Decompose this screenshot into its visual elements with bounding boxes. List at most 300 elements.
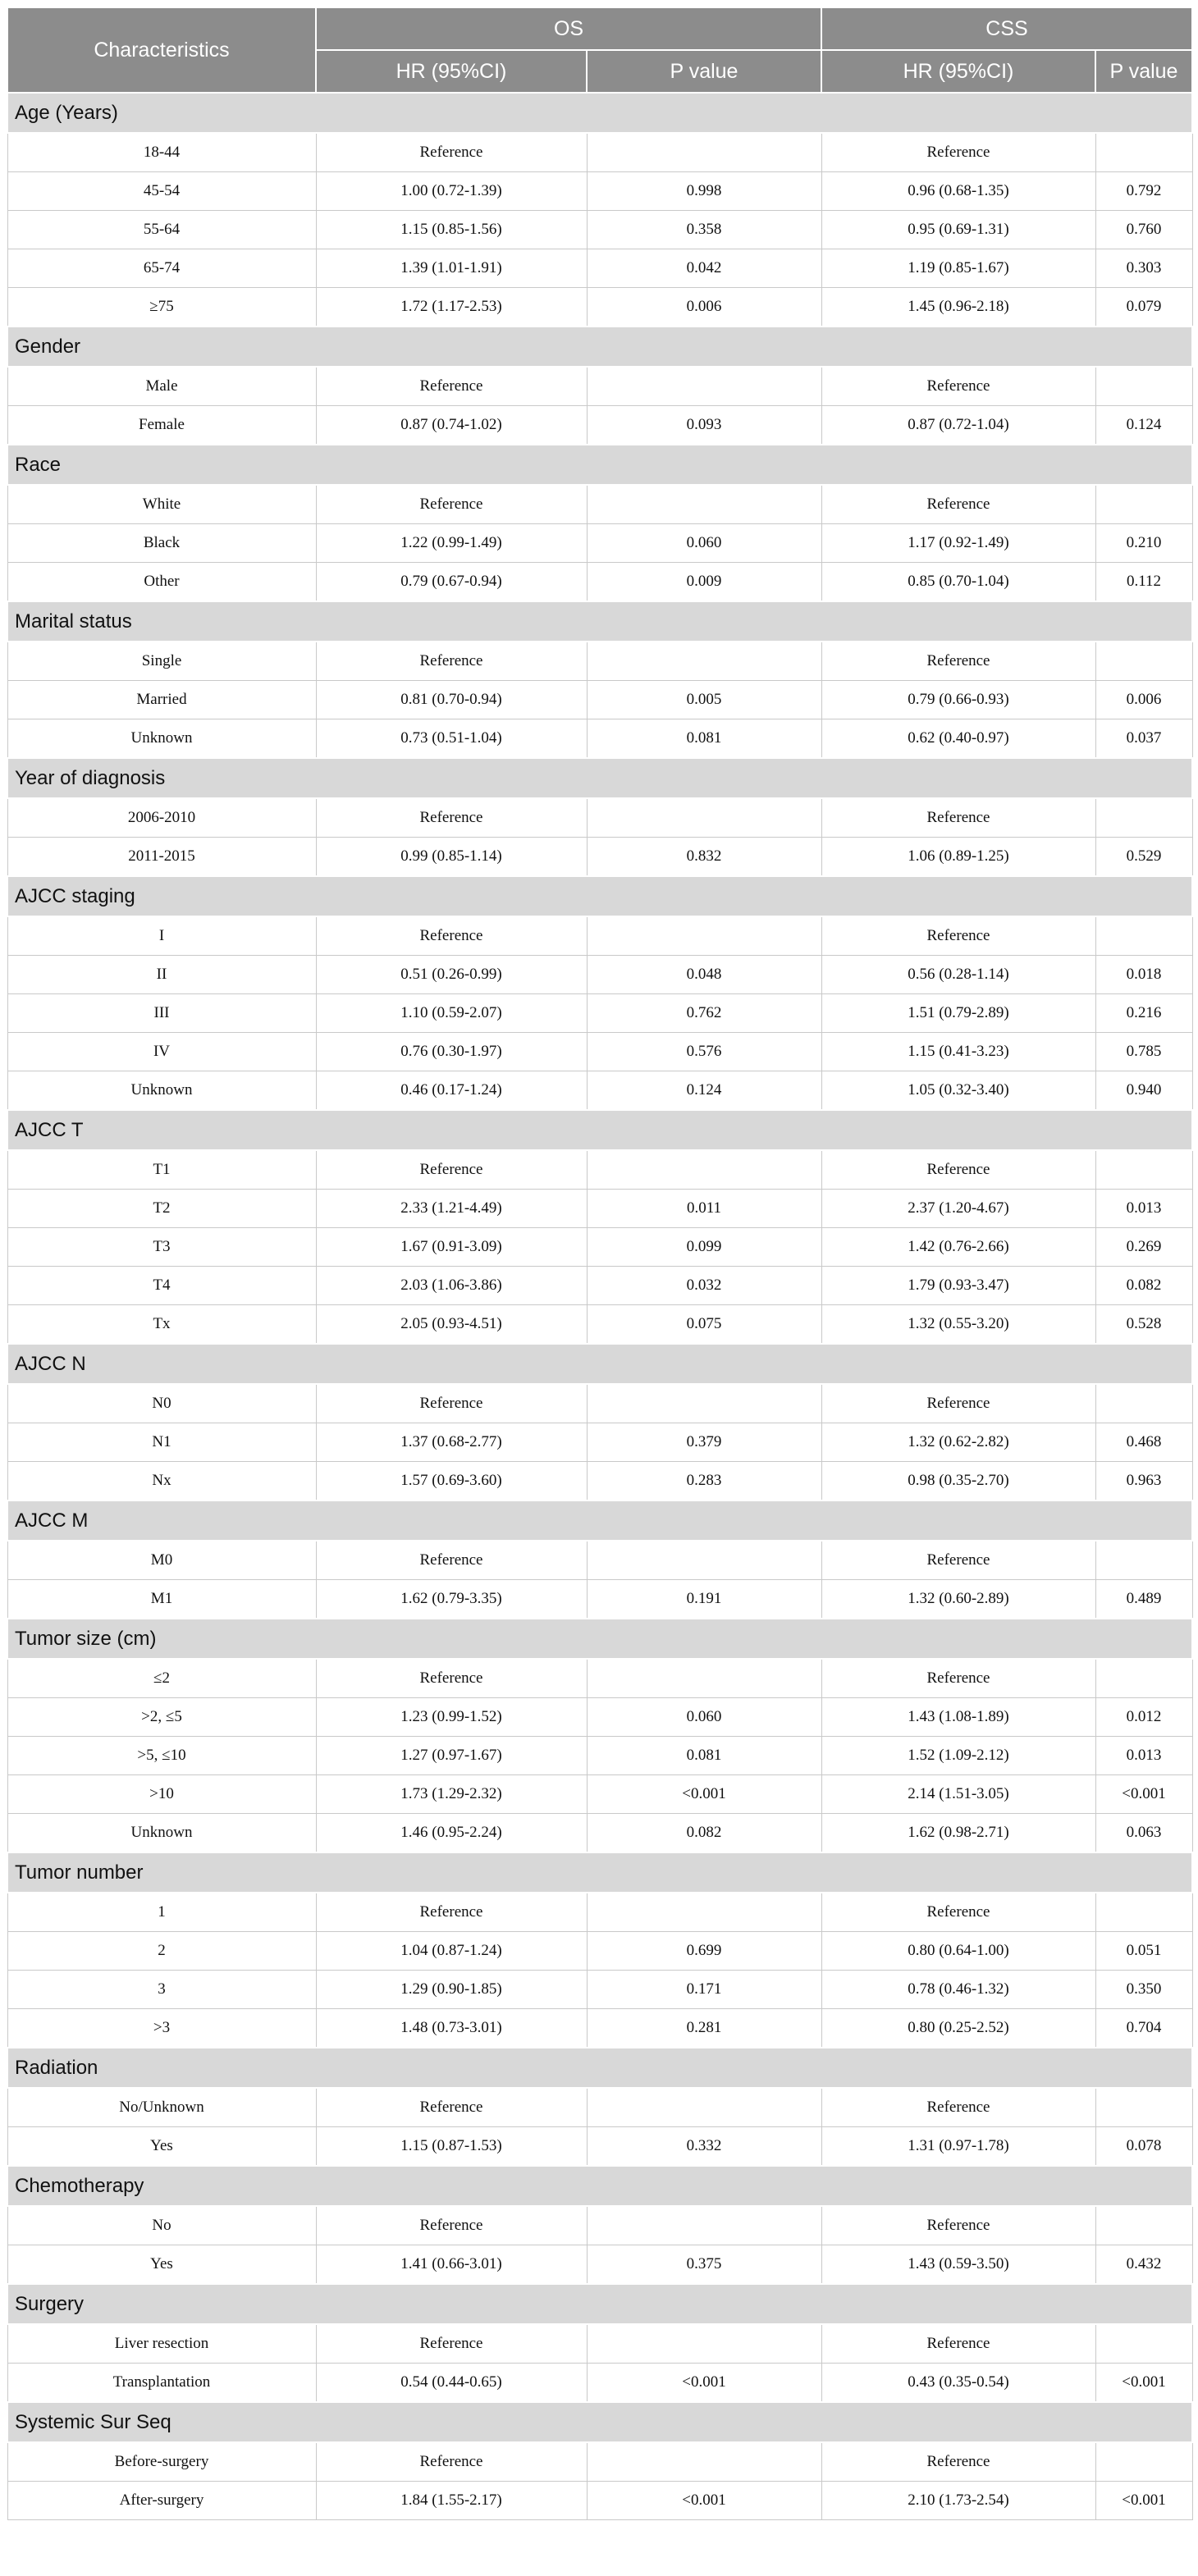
os-p-cell xyxy=(587,642,821,681)
css-hr-cell: 1.06 (0.89-1.25) xyxy=(821,838,1095,877)
css-p-cell: 0.489 xyxy=(1095,1580,1192,1619)
row-category: Male xyxy=(7,367,316,406)
table-row xyxy=(7,1462,1192,1501)
os-p-cell: 0.081 xyxy=(587,719,821,759)
css-p-cell xyxy=(1095,2206,1192,2245)
group-header-row xyxy=(7,758,1192,798)
css-p-cell: 0.529 xyxy=(1095,838,1192,877)
row-category: N1 xyxy=(7,1423,316,1462)
css-p-cell: 0.006 xyxy=(1095,681,1192,719)
row-category: 65-74 xyxy=(7,249,316,288)
group-label: Systemic Sur Seq xyxy=(7,2402,1192,2442)
table-row xyxy=(7,1305,1192,1345)
os-p-cell: 0.998 xyxy=(587,172,821,211)
row-category: 18-44 xyxy=(7,133,316,172)
group-label: Gender xyxy=(7,327,1192,367)
css-hr-cell: 0.78 (0.46-1.32) xyxy=(821,1971,1095,2009)
os-hr-cell: Reference xyxy=(316,642,587,681)
os-hr-cell: 0.73 (0.51-1.04) xyxy=(316,719,587,759)
table-row xyxy=(7,1541,1192,1580)
table-row xyxy=(7,367,1192,406)
row-category: White xyxy=(7,485,316,524)
css-p-cell xyxy=(1095,1150,1192,1190)
table-row xyxy=(7,2009,1192,2048)
os-p-cell: 0.011 xyxy=(587,1190,821,1228)
css-hr-cell: 1.43 (0.59-3.50) xyxy=(821,2245,1095,2285)
css-p-cell: 0.012 xyxy=(1095,1698,1192,1737)
os-p-cell: 0.576 xyxy=(587,1033,821,1071)
group-header-row xyxy=(7,1619,1192,1659)
group-header-row xyxy=(7,2048,1192,2088)
os-p-cell: 0.005 xyxy=(587,681,821,719)
table-row xyxy=(7,1150,1192,1190)
css-p-cell: 0.013 xyxy=(1095,1190,1192,1228)
header-os-p: P value xyxy=(587,50,821,93)
table-row xyxy=(7,1814,1192,1853)
css-hr-cell: 1.05 (0.32-3.40) xyxy=(821,1071,1095,1111)
row-category: 2011-2015 xyxy=(7,838,316,877)
row-category: 2006-2010 xyxy=(7,798,316,838)
row-category: Married xyxy=(7,681,316,719)
css-p-cell xyxy=(1095,916,1192,956)
table-row xyxy=(7,2324,1192,2364)
table-header xyxy=(7,7,1192,93)
os-p-cell: 0.081 xyxy=(587,1737,821,1775)
group-header-row xyxy=(7,1852,1192,1893)
table-row xyxy=(7,1698,1192,1737)
os-p-cell: 0.283 xyxy=(587,1462,821,1501)
row-category: Other xyxy=(7,563,316,602)
os-hr-cell: 2.33 (1.21-4.49) xyxy=(316,1190,587,1228)
css-p-cell: 0.051 xyxy=(1095,1932,1192,1971)
os-hr-cell: 1.62 (0.79-3.35) xyxy=(316,1580,587,1619)
os-p-cell: 0.832 xyxy=(587,838,821,877)
os-p-cell xyxy=(587,1150,821,1190)
css-hr-cell: Reference xyxy=(821,2088,1095,2127)
header-characteristics: Characteristics xyxy=(7,7,316,93)
os-hr-cell: 1.22 (0.99-1.49) xyxy=(316,524,587,563)
row-category: III xyxy=(7,994,316,1033)
os-p-cell xyxy=(587,133,821,172)
os-p-cell: 0.082 xyxy=(587,1814,821,1853)
table-row xyxy=(7,1384,1192,1423)
os-hr-cell: 1.15 (0.87-1.53) xyxy=(316,2127,587,2167)
css-p-cell xyxy=(1095,1893,1192,1932)
css-p-cell: 0.216 xyxy=(1095,994,1192,1033)
cox-regression-table xyxy=(7,7,1193,2520)
group-header-row xyxy=(7,2402,1192,2442)
os-p-cell xyxy=(587,485,821,524)
css-p-cell: 0.063 xyxy=(1095,1814,1192,1853)
os-hr-cell: Reference xyxy=(316,798,587,838)
group-header-row xyxy=(7,445,1192,485)
os-hr-cell: Reference xyxy=(316,1384,587,1423)
os-hr-cell: 0.99 (0.85-1.14) xyxy=(316,838,587,877)
os-p-cell: 0.281 xyxy=(587,2009,821,2048)
css-hr-cell: 1.62 (0.98-2.71) xyxy=(821,1814,1095,1853)
group-label: Surgery xyxy=(7,2284,1192,2324)
row-category: Transplantation xyxy=(7,2364,316,2403)
css-p-cell xyxy=(1095,642,1192,681)
os-p-cell: 0.699 xyxy=(587,1932,821,1971)
css-hr-cell: Reference xyxy=(821,1384,1095,1423)
os-hr-cell: 1.72 (1.17-2.53) xyxy=(316,288,587,327)
table-row xyxy=(7,524,1192,563)
css-hr-cell: 2.37 (1.20-4.67) xyxy=(821,1190,1095,1228)
os-hr-cell: 1.84 (1.55-2.17) xyxy=(316,2482,587,2520)
table-row xyxy=(7,563,1192,602)
os-p-cell: 0.099 xyxy=(587,1228,821,1267)
group-label: Race xyxy=(7,445,1192,485)
table-row xyxy=(7,1228,1192,1267)
css-p-cell: 0.082 xyxy=(1095,1267,1192,1305)
table-row xyxy=(7,2364,1192,2403)
table-row xyxy=(7,1971,1192,2009)
os-hr-cell: Reference xyxy=(316,2088,587,2127)
table-row xyxy=(7,1659,1192,1698)
css-hr-cell: 0.62 (0.40-0.97) xyxy=(821,719,1095,759)
header-os: OS xyxy=(316,7,821,50)
css-p-cell xyxy=(1095,485,1192,524)
os-hr-cell: 2.03 (1.06-3.86) xyxy=(316,1267,587,1305)
table-row xyxy=(7,642,1192,681)
header-css-p: P value xyxy=(1095,50,1192,93)
os-p-cell xyxy=(587,916,821,956)
css-hr-cell: 1.32 (0.55-3.20) xyxy=(821,1305,1095,1345)
css-p-cell: 0.124 xyxy=(1095,406,1192,445)
group-label: Marital status xyxy=(7,601,1192,642)
os-hr-cell: 1.41 (0.66-3.01) xyxy=(316,2245,587,2285)
row-category: 55-64 xyxy=(7,211,316,249)
row-category: T2 xyxy=(7,1190,316,1228)
group-label: Year of diagnosis xyxy=(7,758,1192,798)
header-css-hr: HR (95%CI) xyxy=(821,50,1095,93)
css-p-cell: 0.760 xyxy=(1095,211,1192,249)
css-hr-cell: 0.85 (0.70-1.04) xyxy=(821,563,1095,602)
table-row xyxy=(7,1267,1192,1305)
os-p-cell xyxy=(587,2442,821,2482)
css-hr-cell: Reference xyxy=(821,2442,1095,2482)
css-p-cell: 0.704 xyxy=(1095,2009,1192,2048)
row-category: Tx xyxy=(7,1305,316,1345)
css-hr-cell: 1.17 (0.92-1.49) xyxy=(821,524,1095,563)
os-hr-cell: 0.76 (0.30-1.97) xyxy=(316,1033,587,1071)
css-hr-cell: 1.32 (0.62-2.82) xyxy=(821,1423,1095,1462)
os-p-cell: 0.171 xyxy=(587,1971,821,2009)
os-p-cell xyxy=(587,1659,821,1698)
row-category: Female xyxy=(7,406,316,445)
group-label: AJCC T xyxy=(7,1110,1192,1150)
css-hr-cell: 1.42 (0.76-2.66) xyxy=(821,1228,1095,1267)
css-hr-cell: 0.87 (0.72-1.04) xyxy=(821,406,1095,445)
css-p-cell xyxy=(1095,1384,1192,1423)
css-hr-cell: Reference xyxy=(821,485,1095,524)
css-hr-cell: 1.19 (0.85-1.67) xyxy=(821,249,1095,288)
group-label: AJCC M xyxy=(7,1500,1192,1541)
os-p-cell: 0.379 xyxy=(587,1423,821,1462)
row-category: T3 xyxy=(7,1228,316,1267)
os-hr-cell: Reference xyxy=(316,1659,587,1698)
table-row xyxy=(7,798,1192,838)
css-p-cell: 0.350 xyxy=(1095,1971,1192,2009)
row-category: 45-54 xyxy=(7,172,316,211)
css-p-cell: <0.001 xyxy=(1095,2482,1192,2520)
css-p-cell: 0.037 xyxy=(1095,719,1192,759)
css-hr-cell: 0.43 (0.35-0.54) xyxy=(821,2364,1095,2403)
row-category: 1 xyxy=(7,1893,316,1932)
os-hr-cell: Reference xyxy=(316,133,587,172)
table-row xyxy=(7,2482,1192,2520)
os-p-cell: 0.075 xyxy=(587,1305,821,1345)
css-hr-cell: Reference xyxy=(821,916,1095,956)
table-row xyxy=(7,485,1192,524)
css-p-cell: 0.785 xyxy=(1095,1033,1192,1071)
os-p-cell: <0.001 xyxy=(587,2364,821,2403)
table-row xyxy=(7,288,1192,327)
os-hr-cell: 1.29 (0.90-1.85) xyxy=(316,1971,587,2009)
header-css: CSS xyxy=(821,7,1192,50)
row-category: M0 xyxy=(7,1541,316,1580)
results-table-container xyxy=(7,7,1191,2520)
table-row xyxy=(7,211,1192,249)
css-hr-cell: 0.96 (0.68-1.35) xyxy=(821,172,1095,211)
css-p-cell: <0.001 xyxy=(1095,2364,1192,2403)
table-row xyxy=(7,2442,1192,2482)
os-hr-cell: Reference xyxy=(316,1893,587,1932)
css-p-cell: 0.112 xyxy=(1095,563,1192,602)
css-p-cell: 0.078 xyxy=(1095,2127,1192,2167)
group-header-row xyxy=(7,1110,1192,1150)
css-hr-cell: 0.80 (0.25-2.52) xyxy=(821,2009,1095,2048)
os-hr-cell: 1.57 (0.69-3.60) xyxy=(316,1462,587,1501)
os-p-cell: 0.048 xyxy=(587,956,821,994)
group-label: Age (Years) xyxy=(7,93,1192,133)
row-category: II xyxy=(7,956,316,994)
css-hr-cell: Reference xyxy=(821,1541,1095,1580)
row-category: I xyxy=(7,916,316,956)
row-category: ≥75 xyxy=(7,288,316,327)
table-row xyxy=(7,2127,1192,2167)
os-hr-cell: 1.27 (0.97-1.67) xyxy=(316,1737,587,1775)
css-hr-cell: 0.98 (0.35-2.70) xyxy=(821,1462,1095,1501)
os-hr-cell: 1.37 (0.68-2.77) xyxy=(316,1423,587,1462)
css-p-cell xyxy=(1095,2442,1192,2482)
table-row xyxy=(7,1932,1192,1971)
css-p-cell xyxy=(1095,367,1192,406)
row-category: Yes xyxy=(7,2127,316,2167)
css-hr-cell: Reference xyxy=(821,2206,1095,2245)
group-header-row xyxy=(7,876,1192,916)
group-label: Radiation xyxy=(7,2048,1192,2088)
os-hr-cell: 1.15 (0.85-1.56) xyxy=(316,211,587,249)
css-p-cell: 0.432 xyxy=(1095,2245,1192,2285)
group-header-row xyxy=(7,1500,1192,1541)
group-header-row xyxy=(7,93,1192,133)
os-p-cell: <0.001 xyxy=(587,2482,821,2520)
css-hr-cell: 1.43 (1.08-1.89) xyxy=(821,1698,1095,1737)
row-category: >5, ≤10 xyxy=(7,1737,316,1775)
os-p-cell xyxy=(587,1384,821,1423)
table-row xyxy=(7,994,1192,1033)
group-header-row xyxy=(7,2284,1192,2324)
os-p-cell xyxy=(587,2324,821,2364)
css-hr-cell: Reference xyxy=(821,2324,1095,2364)
css-hr-cell: 0.56 (0.28-1.14) xyxy=(821,956,1095,994)
os-hr-cell: 1.04 (0.87-1.24) xyxy=(316,1932,587,1971)
row-category: T1 xyxy=(7,1150,316,1190)
os-hr-cell: 1.23 (0.99-1.52) xyxy=(316,1698,587,1737)
os-p-cell: 0.375 xyxy=(587,2245,821,2285)
css-p-cell: 0.303 xyxy=(1095,249,1192,288)
os-p-cell xyxy=(587,1541,821,1580)
table-row xyxy=(7,1190,1192,1228)
css-hr-cell: Reference xyxy=(821,1659,1095,1698)
css-p-cell xyxy=(1095,2324,1192,2364)
os-p-cell: 0.060 xyxy=(587,1698,821,1737)
css-hr-cell: Reference xyxy=(821,798,1095,838)
css-hr-cell: 1.52 (1.09-2.12) xyxy=(821,1737,1095,1775)
table-row xyxy=(7,1071,1192,1111)
os-p-cell xyxy=(587,1893,821,1932)
css-p-cell xyxy=(1095,1541,1192,1580)
os-hr-cell: 1.67 (0.91-3.09) xyxy=(316,1228,587,1267)
row-category: Nx xyxy=(7,1462,316,1501)
css-hr-cell: 0.80 (0.64-1.00) xyxy=(821,1932,1095,1971)
os-hr-cell: 1.00 (0.72-1.39) xyxy=(316,172,587,211)
row-category: After-surgery xyxy=(7,2482,316,2520)
css-hr-cell: 0.95 (0.69-1.31) xyxy=(821,211,1095,249)
os-p-cell: 0.358 xyxy=(587,211,821,249)
os-p-cell: <0.001 xyxy=(587,1775,821,1814)
row-category: Liver resection xyxy=(7,2324,316,2364)
table-row xyxy=(7,1580,1192,1619)
css-hr-cell: Reference xyxy=(821,133,1095,172)
table-row xyxy=(7,719,1192,759)
table-body xyxy=(7,93,1192,2520)
table-row xyxy=(7,956,1192,994)
os-hr-cell: Reference xyxy=(316,1541,587,1580)
os-hr-cell: 1.10 (0.59-2.07) xyxy=(316,994,587,1033)
row-category: Black xyxy=(7,524,316,563)
header-os-hr: HR (95%CI) xyxy=(316,50,587,93)
group-header-row xyxy=(7,2166,1192,2206)
os-hr-cell: Reference xyxy=(316,2206,587,2245)
os-hr-cell: 2.05 (0.93-4.51) xyxy=(316,1305,587,1345)
table-row xyxy=(7,2245,1192,2285)
os-hr-cell: 1.73 (1.29-2.32) xyxy=(316,1775,587,1814)
css-hr-cell: 1.45 (0.96-2.18) xyxy=(821,288,1095,327)
css-p-cell: 0.018 xyxy=(1095,956,1192,994)
os-hr-cell: Reference xyxy=(316,485,587,524)
row-category: Unknown xyxy=(7,1814,316,1853)
css-hr-cell: 0.79 (0.66-0.93) xyxy=(821,681,1095,719)
css-hr-cell: Reference xyxy=(821,1893,1095,1932)
table-row xyxy=(7,172,1192,211)
css-hr-cell: 1.31 (0.97-1.78) xyxy=(821,2127,1095,2167)
table-row xyxy=(7,1775,1192,1814)
css-hr-cell: 1.51 (0.79-2.89) xyxy=(821,994,1095,1033)
table-row xyxy=(7,249,1192,288)
os-p-cell: 0.060 xyxy=(587,524,821,563)
table-row xyxy=(7,1423,1192,1462)
os-p-cell: 0.032 xyxy=(587,1267,821,1305)
os-p-cell: 0.191 xyxy=(587,1580,821,1619)
group-label: Chemotherapy xyxy=(7,2166,1192,2206)
os-hr-cell: Reference xyxy=(316,2324,587,2364)
group-header-row xyxy=(7,327,1192,367)
row-category: Yes xyxy=(7,2245,316,2285)
os-hr-cell: Reference xyxy=(316,367,587,406)
os-p-cell: 0.124 xyxy=(587,1071,821,1111)
row-category: Single xyxy=(7,642,316,681)
os-hr-cell: Reference xyxy=(316,2442,587,2482)
os-hr-cell: 0.54 (0.44-0.65) xyxy=(316,2364,587,2403)
css-p-cell: 0.963 xyxy=(1095,1462,1192,1501)
table-row xyxy=(7,681,1192,719)
os-hr-cell: 1.46 (0.95-2.24) xyxy=(316,1814,587,1853)
row-category: >2, ≤5 xyxy=(7,1698,316,1737)
css-hr-cell: Reference xyxy=(821,642,1095,681)
group-label: AJCC N xyxy=(7,1344,1192,1384)
css-p-cell: 0.269 xyxy=(1095,1228,1192,1267)
row-category: T4 xyxy=(7,1267,316,1305)
css-hr-cell: 2.14 (1.51-3.05) xyxy=(821,1775,1095,1814)
css-p-cell: 0.528 xyxy=(1095,1305,1192,1345)
css-p-cell xyxy=(1095,133,1192,172)
os-hr-cell: 1.48 (0.73-3.01) xyxy=(316,2009,587,2048)
css-p-cell: 0.468 xyxy=(1095,1423,1192,1462)
table-row xyxy=(7,1033,1192,1071)
os-hr-cell: Reference xyxy=(316,1150,587,1190)
os-p-cell: 0.006 xyxy=(587,288,821,327)
group-header-row xyxy=(7,601,1192,642)
group-label: AJCC staging xyxy=(7,876,1192,916)
row-category: IV xyxy=(7,1033,316,1071)
group-header-row xyxy=(7,1344,1192,1384)
css-p-cell xyxy=(1095,798,1192,838)
css-hr-cell: Reference xyxy=(821,367,1095,406)
css-p-cell: 0.013 xyxy=(1095,1737,1192,1775)
row-category: >3 xyxy=(7,2009,316,2048)
row-category: N0 xyxy=(7,1384,316,1423)
table-row xyxy=(7,838,1192,877)
table-row xyxy=(7,1893,1192,1932)
row-category: 2 xyxy=(7,1932,316,1971)
css-p-cell: 0.940 xyxy=(1095,1071,1192,1111)
css-p-cell: 0.792 xyxy=(1095,172,1192,211)
group-label: Tumor size (cm) xyxy=(7,1619,1192,1659)
os-hr-cell: 0.79 (0.67-0.94) xyxy=(316,563,587,602)
css-hr-cell: Reference xyxy=(821,1150,1095,1190)
row-category: No/Unknown xyxy=(7,2088,316,2127)
os-hr-cell: 1.39 (1.01-1.91) xyxy=(316,249,587,288)
css-hr-cell: 1.79 (0.93-3.47) xyxy=(821,1267,1095,1305)
table-row xyxy=(7,2088,1192,2127)
os-hr-cell: 0.46 (0.17-1.24) xyxy=(316,1071,587,1111)
row-category: 3 xyxy=(7,1971,316,2009)
css-p-cell: 0.210 xyxy=(1095,524,1192,563)
os-p-cell: 0.332 xyxy=(587,2127,821,2167)
os-p-cell xyxy=(587,367,821,406)
os-p-cell xyxy=(587,2088,821,2127)
css-hr-cell: 2.10 (1.73-2.54) xyxy=(821,2482,1095,2520)
os-p-cell: 0.009 xyxy=(587,563,821,602)
css-p-cell: 0.079 xyxy=(1095,288,1192,327)
table-row xyxy=(7,133,1192,172)
row-category: Before-surgery xyxy=(7,2442,316,2482)
table-row xyxy=(7,1737,1192,1775)
css-p-cell: <0.001 xyxy=(1095,1775,1192,1814)
